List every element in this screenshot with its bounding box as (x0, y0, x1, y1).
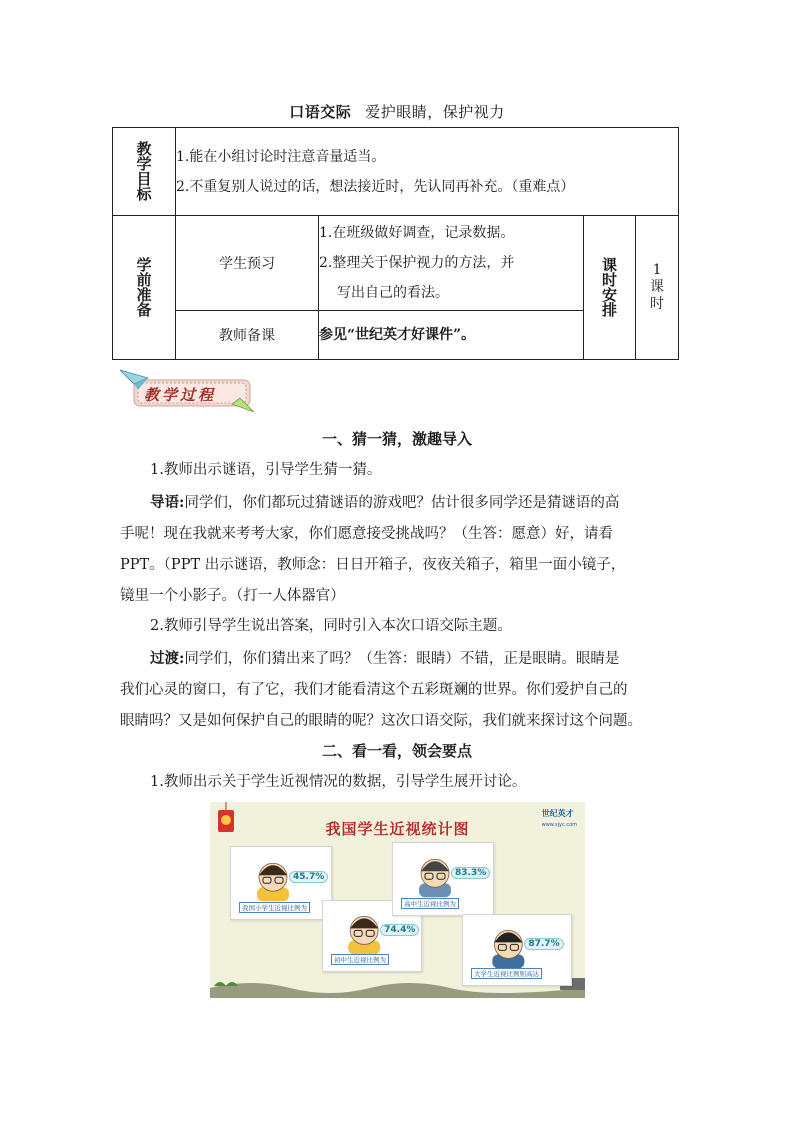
stat-card (462, 914, 572, 986)
stat-card (230, 846, 332, 920)
step-1-2: 2.教师引导学生说出答案，同时引入本次口语交际主题。 (150, 618, 512, 634)
stat-percent: 83.3% (451, 867, 490, 879)
teacher-prep-label: 教师备课 (176, 311, 319, 360)
hours-value: 1 课 时 (636, 216, 679, 360)
student-prep-label: 学生预习 (176, 216, 319, 311)
step-1-1: 1.教师出示谜语，引导学生猜一猜。 (150, 462, 382, 478)
intro-line: 镜里一个小影子。（打一人体器官） (120, 588, 345, 604)
intro-lead: 导语: (150, 494, 185, 511)
goals-label: 教 学 目 标 (113, 128, 176, 216)
goal-item: 2.不重复别人说过的话，想法接近时，先认同再补充。（重难点） (176, 178, 575, 195)
prep-item: 1.在班级做好调查，记录数据。 (319, 225, 515, 241)
stat-caption: 初中生近视比例为 (331, 954, 389, 965)
stat-percent: 45.7% (289, 871, 328, 883)
publisher-logo: 世纪英才 www.sjyc.com (541, 809, 577, 828)
banner-text: 教学过程 (144, 386, 217, 404)
intro-line: PPT。（PPT 出示谜语，教师念：日日开箱子，夜夜关箱子，箱里一面小镜子， (120, 557, 626, 573)
goals-content (176, 128, 679, 216)
section-2-heading: 二、看一看，领会要点 (321, 742, 472, 760)
intro-paragraph (120, 487, 676, 612)
student-prep-content (319, 216, 584, 311)
goal-item: 1.能在小组讨论时注意音量适当。 (176, 148, 386, 165)
figure-title: 我国学生近视统计图 (325, 820, 470, 838)
step-2-1: 1.教师出示关于学生近视情况的数据，引导学生展开讨论。 (150, 774, 527, 790)
teacher-prep-content: 参见“世纪英才好课件”。 (319, 311, 584, 360)
myopia-statistics-figure (210, 802, 585, 998)
stat-caption: 我国小学生近视比例为 (239, 902, 310, 913)
transition-lead: 过渡: (150, 650, 185, 667)
title-rest: 爱护眼睛，保护视力 (365, 103, 505, 121)
transition-line: 同学们，你们猜出来了吗？（生答：眼睛）不错，正是眼睛。眼睛是 (184, 651, 620, 667)
prep-item: 2.整理关于保护视力的方法，并 (319, 255, 515, 271)
stat-caption: 大学生近视比例则高达 (471, 968, 542, 979)
lesson-plan-table (112, 127, 679, 360)
title-bold: 口语交际 (289, 103, 352, 121)
section-1-heading: 一、猜一猜，激趣导入 (321, 430, 472, 448)
stat-caption: 高中生近视比例为 (401, 898, 459, 909)
teaching-process-banner (120, 364, 260, 416)
hours-label: 课 时 安 排 (584, 216, 636, 360)
transition-paragraph (120, 643, 676, 737)
stat-percent: 74.4% (380, 924, 419, 936)
stat-percent: 87.7% (524, 938, 563, 950)
intro-line: 同学们，你们都玩过猜谜语的游戏吧？估计很多同学还是猜谜语的高 (184, 495, 620, 511)
transition-line: 我们心灵的窗口，有了它，我们才能看清这个五彩斑斓的世界。你们爱护自己的 (120, 682, 628, 698)
document-title (0, 101, 794, 122)
transition-line: 眼睛吗？又是如何保护自己的眼睛的呢？这次口语交际，我们就来探讨这个问题。 (120, 713, 642, 729)
prep-item: 写出自己的看法。 (337, 285, 449, 301)
prep-label: 学 前 准 备 (113, 216, 176, 360)
intro-line: 手呢！现在我就来考考大家，你们愿意接受挑战吗？（生答：愿意）好，请看 (120, 526, 613, 542)
stat-card (392, 842, 494, 916)
